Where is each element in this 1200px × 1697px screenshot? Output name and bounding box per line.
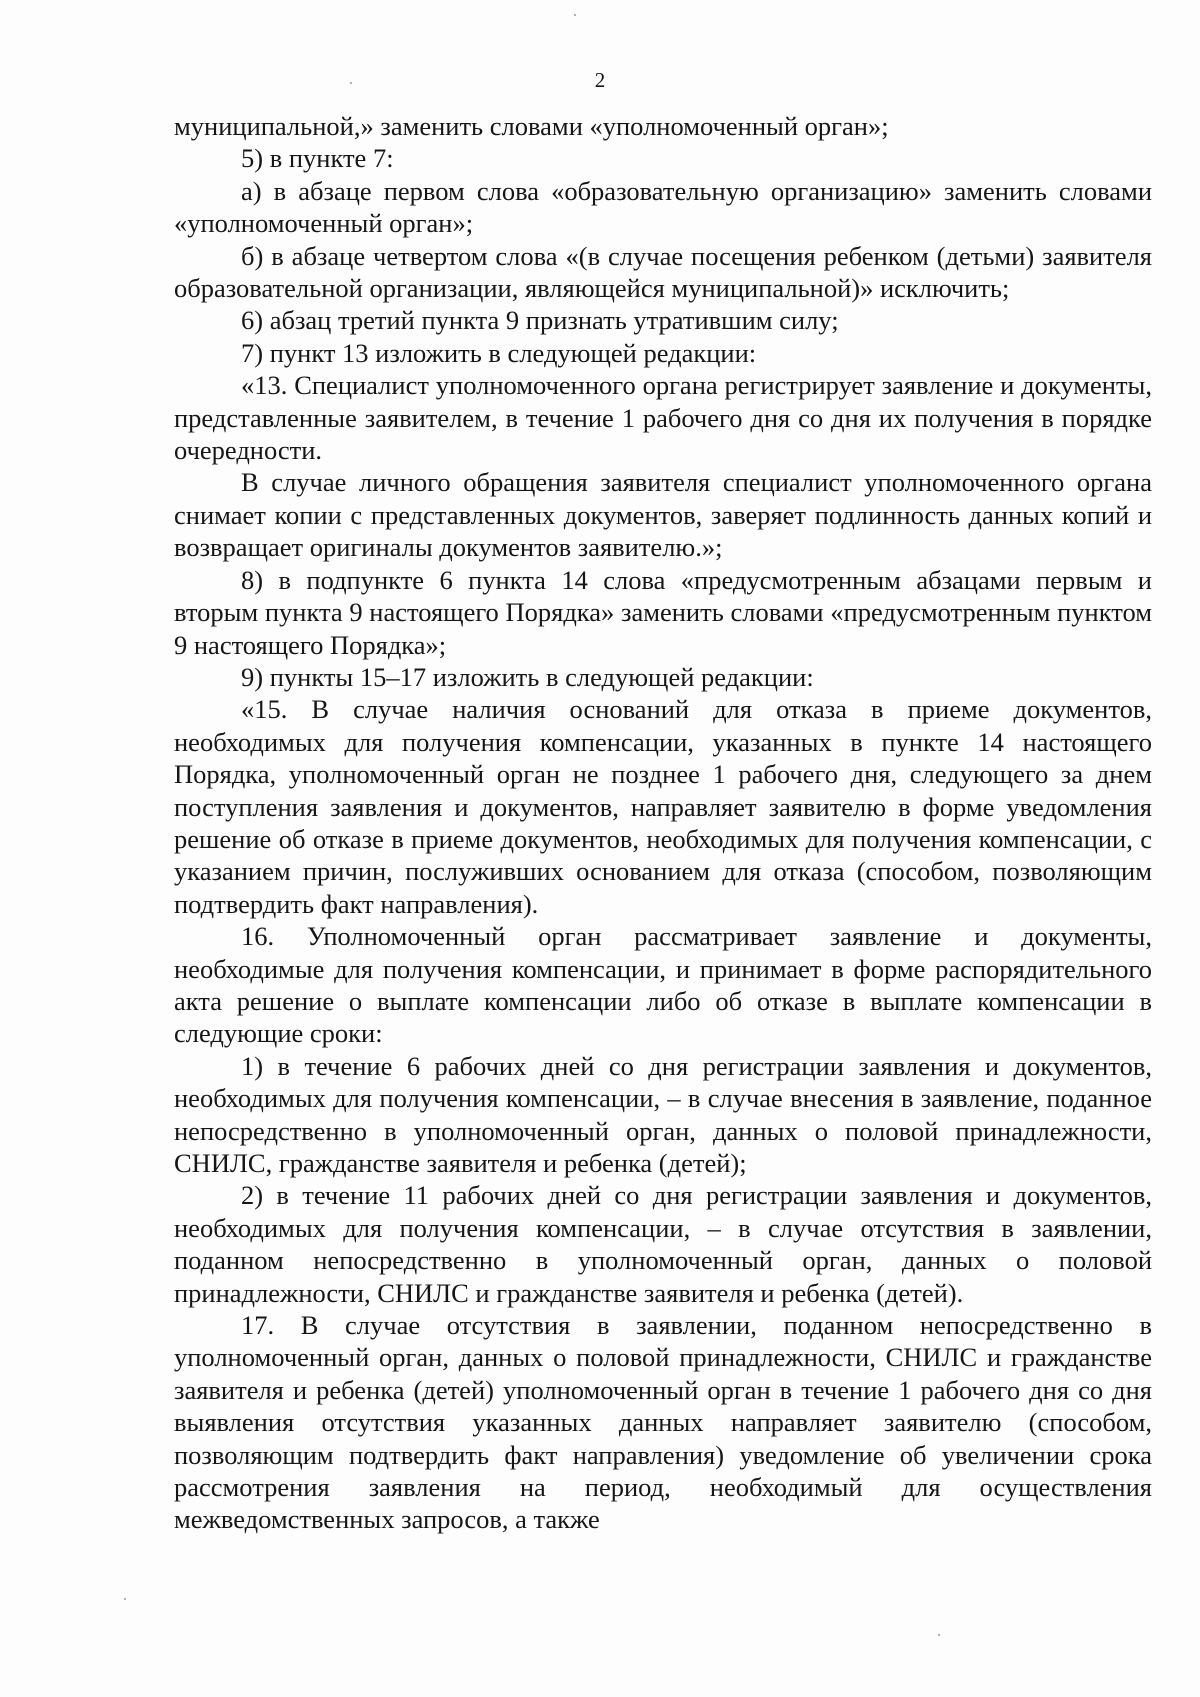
paragraph-item-6: 6) абзац третий пункта 9 признать утратившим силу; [241,305,839,336]
paragraph-item-5: 5) в пункте 7: [241,143,394,174]
scan-speck [574,14,576,16]
paragraph-item-7: 7) пункт 13 изложить в следующей редакции: [241,337,757,368]
page-number: 2 [594,68,606,92]
paragraph-item-9: 9) пункты 15–17 изложить в следующей редакции: [241,661,814,692]
paragraph-clause-15: «15. В случае наличия оснований для отказа в приеме документов, необходимых для получения компенсации, указанных в пункте 14 настоящего Порядка, уполномоченный орган не позднее 1 рабочего дня, следующего за днем поступления заявления и документов, направляет заявителю в форме уведомления решение об отказе в приеме документов, необходимых для получения компенсации, с указанием причин, послуживших основанием для отказа (способом, позволяющим подтвердить факт направления). [174,694,1152,919]
paragraph-clause-13: «13. Специалист уполномоченного органа регистрирует заявление и документы, представленные заявителем, в течение 1 рабочего дня со дня их получения в порядке очередности. [174,370,1152,466]
paragraph-clause-13-second: В случае личного обращения заявителя специалист уполномоченного органа снимает копии с представленных документов, заверяет подлинность данных копий и возвращает оригиналы документов заявителю.»; [174,467,1152,563]
paragraph-continuation: муниципальной,» заменить словами «уполномоченный орган»; [174,111,889,141]
paragraph-clause-17: 17. В случае отсутствия в заявлении, поданном непосредственно в уполномоченный орган, данных о половой принадлежности, СНИЛС и гражданстве заявителя и ребенка (детей) уполномоченный орган в течение 1 рабочего дня со дня выявления отсутствия указанных данных направляет заявителю (способом, позволяющим подтвердить факт направления) уведомление об увеличении срока рассмотрения заявления на период, необходимый для осуществления межведомственных запросов, а также [174,1310,1152,1535]
paragraph-item-8: 8) в подпункте 6 пункта 14 слова «предусмотренным абзацами первым и вторым пункта 9 настоящего Порядка» заменить словами «предусмотренным пунктом 9 настоящего Порядка»; [174,564,1152,660]
paragraph-clause-16-item-1: 1) в течение 6 рабочих дней со дня регистрации заявления и документов, необходимых для получения компенсации, – в случае внесения в заявление, поданное непосредственно в уполномоченный орган, данных о половой принадлежности, СНИЛС, гражданстве заявителя и ребенка (детей); [174,1050,1152,1178]
paragraph-subitem-a: а) в абзаце первом слова «образовательную организацию» заменить словами «уполномоченный орган»; [174,175,1152,239]
paragraph-clause-16-item-2: 2) в течение 11 рабочих дней со дня регистрации заявления и документов, необходимых для получения компенсации, – в случае отсутствия в заявлении, поданном непосредственно в уполномоченный орган, данных о половой принадлежности, СНИЛС и гражданстве заявителя и ребенка (детей). [174,1180,1152,1308]
paragraph-clause-16: 16. Уполномоченный орган рассматривает заявление и документы, необходимые для получения компенсации, и принимает в форме распорядительного акта решение о выплате компенсации либо об отказе в выплате компенсации в следующие сроки: [174,921,1152,1049]
paragraph-subitem-b: б) в абзаце четвертом слова «(в случае посещения ребенком (детьми) заявителя образовательной организации, являющейся муниципальной)» исключить; [174,240,1152,304]
scan-speck [938,1634,940,1636]
scan-speck [350,82,352,84]
scan-speck [124,1598,126,1600]
document-body [174,110,1152,1536]
